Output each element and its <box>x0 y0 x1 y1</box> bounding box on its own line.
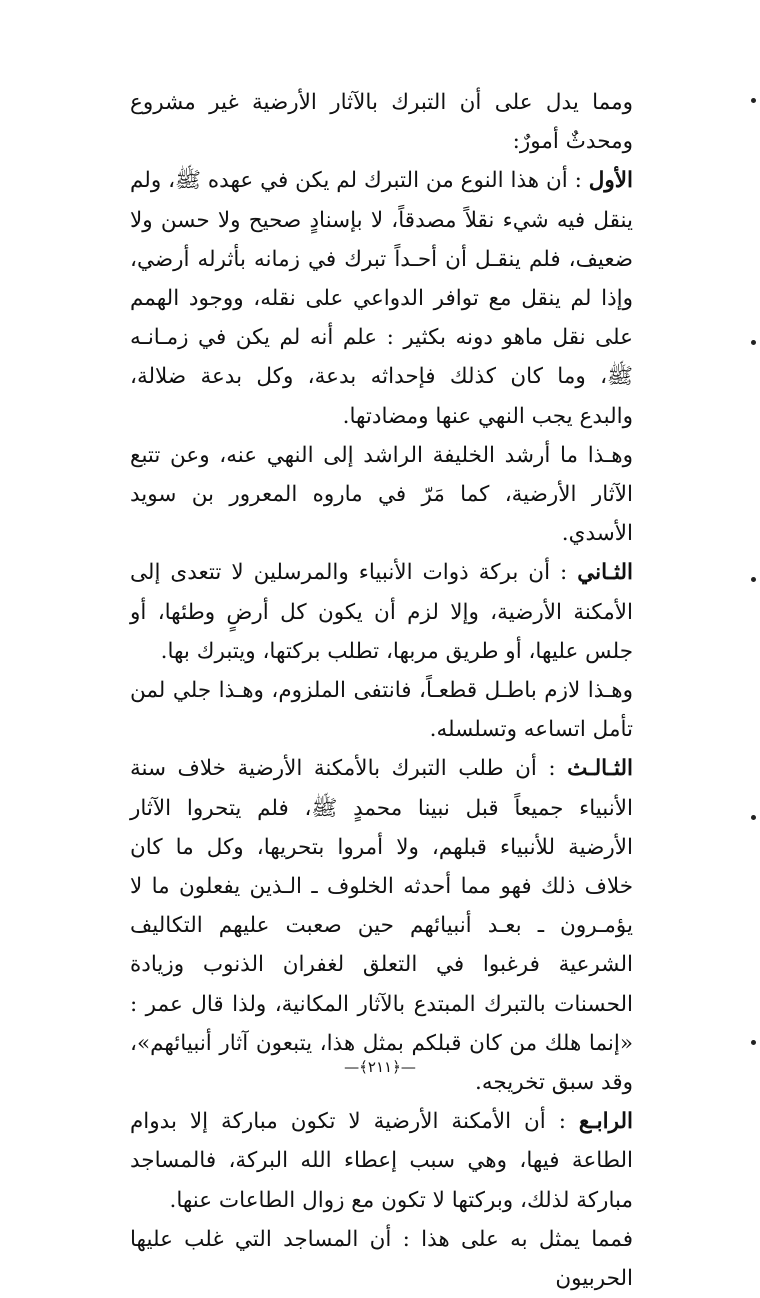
paragraph-text: : أن الأمكنة الأرضية لا تكون مباركة إلا بدوام الطاعة فيها، وهي سبب إعطاء الله البركة، فالمساجد مباركة لذلك، وبركتها لا تكون مع زوال الطاعات عنها. <box>130 1109 633 1213</box>
paragraph-second-note <box>130 671 633 749</box>
paragraph-fourth-example <box>130 1220 633 1298</box>
page-number: —﴿٢١١﴾— <box>344 1058 416 1076</box>
paragraph-first-note <box>130 436 633 554</box>
paragraph-third <box>130 749 633 1102</box>
paragraph-intro <box>130 83 633 161</box>
margin-dot <box>751 98 756 103</box>
paragraph-text: ومما يدل على أن التبرك بالآثار الأرضية غير مشروع ومحدثٌ أمورٌ: <box>130 90 633 155</box>
paragraph-text: : أن هذا النوع من التبرك لم يكن في عهده ﷺ، ولم ينقل فيه شيء نقلاً مصدقاً، لا بإسنادٍ صحيح ولا حسن ولا ضعيف، فلم ينقـل أن أحـداً تبرك في زمانه بأثرله أرضي، وإذا لم ينقل مع توافر الدواعي على نقله، ووجود الهمم على نقل ماهو دونه بكثير : علم أنه لم يكن في زمـانـه ﷺ، وما كان كذلك فإحداثه بدعة، وكل بدعة ضلالة، والبدع يجب النهي عنها ومضادتها. <box>130 168 633 429</box>
margin-dot <box>751 340 756 345</box>
paragraph-text: : أن بركة ذوات الأنبياء والمرسلين لا تتعدى إلى الأمكنة الأرضية، وإلا لزم أن يكون كل أرضٍ وطئها، أو جلس عليها، أو طريق مربها، تطلب بركتها، ويتبرك بها. <box>130 560 633 664</box>
paragraph-text: : أن طلب التبرك بالأمكنة الأرضية خلاف سنة الأنبياء جميعاً قبل نبينا محمدٍ ﷺ، فلم يتحروا الآثار الأرضية للأنبياء قبلهم، ولا أمروا بتحريها، وكل ما كان خلاف ذلك فهو مما أحدثه الخلوف ـ الـذين يفعلون ما لا يؤمـرون ـ بعـد أنبيائهم حين صعبت عليهم التكاليف الشرعية فرغبوا في التعلق لغفران الذنوب وزيادة الحسنات بالتبرك المبتدع بالآثار المكانية، ولذا قال عمر : «إنما هلك من كان قبلكم بمثل هذا، يتبعون آثار أنبيائهم»، وقد سبق تخريجه. <box>130 756 633 1096</box>
paragraph-text: فمما يمثل به على هذا : أن المساجد التي غلب عليها الحربيون <box>130 1226 633 1292</box>
paragraph-lead: الأول <box>588 168 633 194</box>
page-body <box>130 83 633 1298</box>
paragraph-lead: الثـالـث <box>567 756 633 782</box>
paragraph-second <box>130 553 633 671</box>
margin-dot <box>751 577 756 582</box>
margin-dot <box>751 815 756 820</box>
paragraph-text: وهـذا ما أرشد الخليفة الراشد إلى النهي عنه، وعن تتبع الآثار الأرضية، كما مَرّ في ماروه المعرور بن سويد الأسدي. <box>130 442 633 547</box>
paragraph-lead: الرابـع <box>578 1109 633 1135</box>
paragraph-first <box>130 161 633 435</box>
margin-dot <box>751 1040 756 1045</box>
paragraph-fourth <box>130 1102 633 1220</box>
paragraph-text: وهـذا لازم باطـل قطعـاً، فانتفى الملزوم، وهـذا جلي لمن تأمل اتساعه وتسلسله. <box>130 678 633 743</box>
paragraph-lead: الثـاني <box>577 560 633 586</box>
